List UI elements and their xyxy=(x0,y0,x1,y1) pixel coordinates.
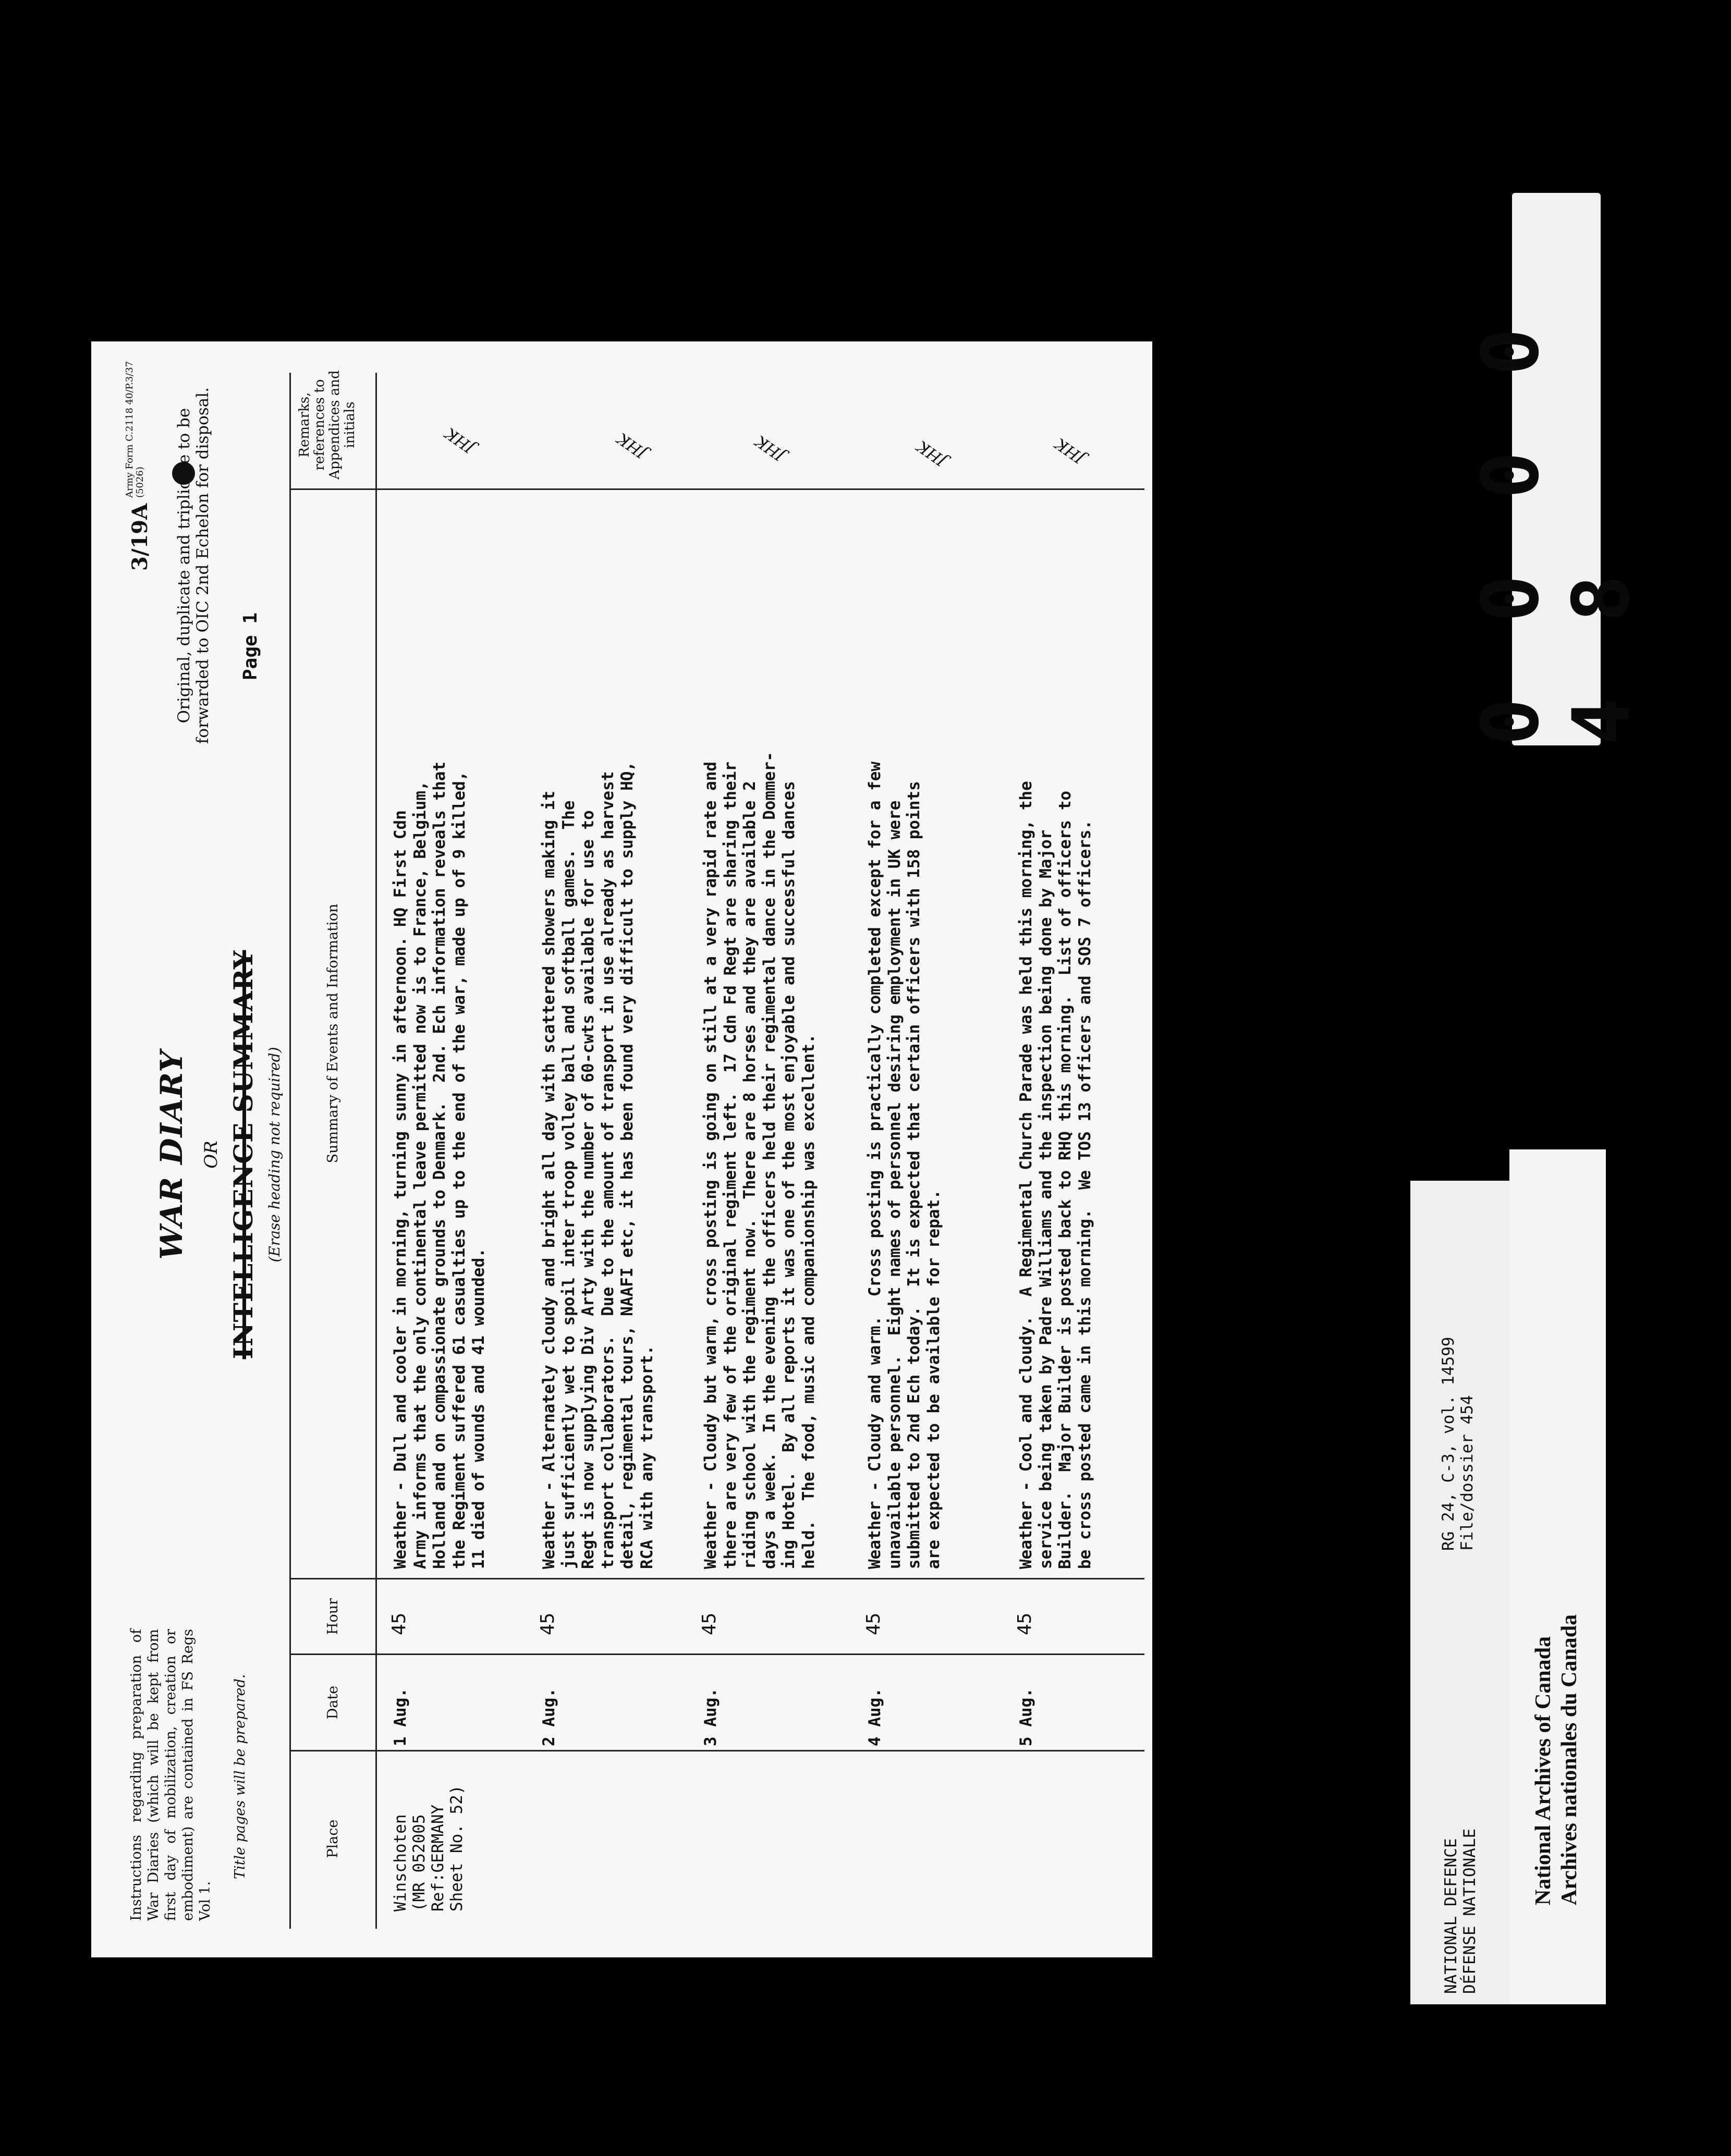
frame-number-label xyxy=(1466,193,1647,745)
erase-heading-note: (Erase heading not required) xyxy=(266,1047,283,1263)
or-text: OR xyxy=(201,1141,222,1169)
entry-date: 3 Aug. xyxy=(701,1688,720,1746)
entry-hour: 45 xyxy=(699,1612,720,1635)
instructions-note: Instructions regarding preparation of War Diaries (which will be kept from first day of mobilization, creation or embodiment) are contained in FS Regs Vol 1. xyxy=(128,1629,213,1921)
header-date: Date xyxy=(325,1685,341,1720)
header-place: Place xyxy=(325,1819,341,1858)
form-number-small: Army Form C.2118 40/P.3/37 (5026) xyxy=(124,361,145,498)
header-summary: Summary of Events and Information xyxy=(325,903,341,1163)
header-remarks: Remarks, references to Appendices and initials xyxy=(297,370,358,480)
title-pages-note: Title pages will be prepared. xyxy=(232,1674,248,1879)
record-reference: RG 24, C-3, vol. 14599 File/dossier 454 xyxy=(1439,1337,1477,1551)
distribution-note: Original, duplicate and triplicate to be forwarded to OIC 2nd Echelon for disposal. xyxy=(175,387,212,744)
column-divider-place-date xyxy=(289,1750,1144,1751)
entry-summary: Weather - Alternately cloudy and bright all day with scattered showers making it just sufficiently wet to spoil inter troop volley ball and softball games. The Regt is now supplying Div Arty with the number of 60-cwts available for use to transport collaborators. Due to the amount of transport in use already as harvest detail, regimental tours, NAAFI etc, it has been found very difficult to supply HQ, RCA with any transport. xyxy=(540,761,656,1569)
entry-hour: 45 xyxy=(537,1612,558,1635)
entry-initials: JHK xyxy=(442,423,479,457)
archives-card-content xyxy=(1509,1149,1606,2004)
column-divider-summary-remarks xyxy=(289,488,1144,490)
entry-date: 4 Aug. xyxy=(866,1688,884,1746)
archives-card xyxy=(1509,1149,1606,2004)
entry-initials: JHK xyxy=(913,436,950,470)
entry-summary: Weather - Dull and cooler in morning, turning sunny in afternoon. HQ First Cdn Army informs that the only continental leave permitted now is to France, Belgium, Holland and on compassionate grounds to Denmark. 2nd. Ech information reveals that the Regiment suffered 61 casualties up to the end of the war, made up of 9 killed, 11 died of wounds and 41 wounded. xyxy=(391,761,488,1569)
entry-summary: Weather - Cloudy and warm. Cross posting is practically completed except for a few unavailable personnel. Eight names of personnel desiring employment in UK were submitted to 2nd Ech today. It is expected that certain officers with 158 points are expected to be available for repat. xyxy=(866,761,943,1569)
entry-hour: 45 xyxy=(1014,1612,1035,1635)
entry-initials: JHK xyxy=(1052,434,1089,468)
column-divider-hour-summary xyxy=(289,1578,1144,1579)
archives-name xyxy=(1530,1614,1582,1905)
archives-name-en: National Archives of Canada xyxy=(1531,1636,1555,1905)
entry-hour: 45 xyxy=(863,1612,884,1635)
war-diary-sheet xyxy=(91,341,1152,1957)
entry-initials: JHK xyxy=(752,431,789,465)
reference-strip xyxy=(1410,1181,1509,2004)
entry-date: 1 Aug. xyxy=(391,1688,410,1746)
war-diary-title: WAR DIARY xyxy=(154,1049,189,1260)
column-divider-date-hour xyxy=(289,1653,1144,1655)
entry-hour: 45 xyxy=(388,1612,410,1635)
archives-name-fr: Archives nationales du Canada xyxy=(1557,1614,1581,1905)
table-top-rule xyxy=(289,373,291,1929)
entry-date: 5 Aug. xyxy=(1017,1688,1035,1746)
entry-initials: JHK xyxy=(614,428,651,462)
header-hour: Hour xyxy=(325,1598,341,1635)
frame-number: 0 0 0 0 4 8 xyxy=(1466,313,1647,745)
war-diary-page xyxy=(91,341,1152,1957)
table-header-rule xyxy=(375,373,377,1929)
place-cell: Winschoten (MR 052005 Ref:GERMANY Sheet No. 52) xyxy=(391,1785,466,1912)
intelligence-summary-title: INTELLIGENCE SUMMARY xyxy=(228,950,259,1359)
page-number: Page 1 xyxy=(240,612,261,680)
form-number: 3/19A xyxy=(128,503,152,571)
entry-summary: Weather - Cloudy but warm, cross posting is going on still at a very rapid rate and there are very few of the original regiment left. 17 Cdn Fd Regt are sharing their riding school with the regiment now. There are 8 horses and they are available 2 days a week. In the evening the officers held their regimental dance in the Dommer- ing Hotel. By all reports it was one of the most enjoyable and successful dances held. The food, music and companionship was excellent. xyxy=(701,752,818,1569)
entry-summary: Weather - Cool and cloudy. A Regimental Church Parade was held this morning, the service being taken by Padre Williams and the inspection being done by Major Builder. Major Builder is posted back to RHQ this morning. List of officers to be cross posted came in this morning. We TOS 13 officers and SOS 7 officers. xyxy=(1017,781,1094,1569)
entry-date: 2 Aug. xyxy=(540,1688,558,1746)
reference-strip-content xyxy=(1410,1181,1509,2004)
department-label: NATIONAL DEFENCE DÉFENSE NATIONALE xyxy=(1442,1828,1479,1994)
